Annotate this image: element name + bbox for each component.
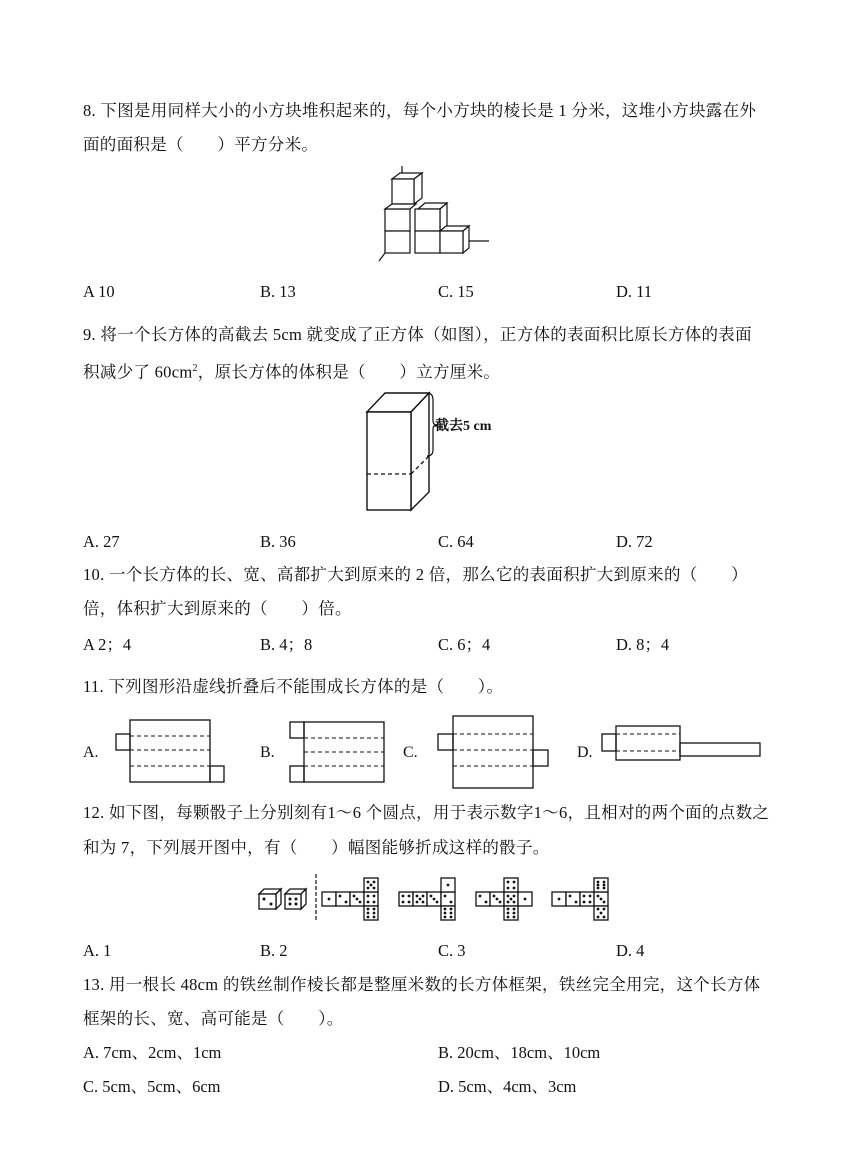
q12-option-b: B. 2: [260, 941, 288, 960]
q8-text-line1: 8. 下图是用同样大小的小方块堆积起来的，每个小方块的棱长是 1 分米，这堆小方块露在外: [83, 101, 757, 120]
q9-cuboid-figure: [360, 388, 510, 516]
q12-option-c: C. 3: [438, 941, 466, 960]
q13-option-a: A. 7cm、2cm、1cm: [83, 1043, 222, 1062]
q9-option-a: A. 27: [83, 532, 120, 551]
q9-text-line2-part1: 积减少了 60cm: [83, 362, 193, 382]
q11-text-line1: 11. 下列图形沿虚线折叠后不能围成长方体的是（ ）。: [83, 677, 504, 696]
q10-option-a: A 2；4: [83, 635, 132, 654]
q9-option-b: B. 36: [260, 532, 296, 551]
q8-text-line2: 面的面积是（ ）平方分米。: [83, 135, 319, 154]
q12-text-line2: 和为 7，下列展开图中，有（ ）幅图能够折成这样的骰子。: [83, 838, 550, 857]
q11-label-c: C.: [403, 744, 418, 761]
q13-text-line2: 框架的长、宽、高可能是（ ）。: [83, 1009, 344, 1028]
q11-label-b: B.: [260, 744, 275, 761]
q10-option-d: D. 8；4: [616, 635, 670, 654]
q9-text-line1: 9. 将一个长方体的高截去 5cm 就变成了正方体（如图），正方体的表面积比原长方体的表面: [83, 325, 752, 344]
q13-option-b: B. 20cm、18cm、10cm: [438, 1043, 601, 1062]
q8-option-d: D. 11: [616, 282, 653, 301]
q12-option-a: A. 1: [83, 941, 112, 960]
q8-option-a: A 10: [83, 282, 115, 301]
q9-text-line2-part2: ，原长方体的体积是（ ）立方厘米。: [197, 362, 501, 382]
q10-option-b: B. 4；8: [260, 635, 313, 654]
q12-text-line1: 12. 如下图，每颗骰子上分别刻有1～6 个圆点，用于表示数字1～6，且相对的两个面的点数之: [83, 803, 770, 822]
q13-option-d: D. 5cm、4cm、3cm: [438, 1077, 577, 1096]
q13-text-line1: 13. 用一根长 48cm 的铁丝制作棱长都是整厘米数的长方体框架，铁丝完全用完，这个长方体: [83, 975, 761, 994]
q11-label-a: A.: [83, 744, 99, 761]
q9-superscript: 2: [192, 363, 198, 374]
q8-option-c: C. 15: [438, 282, 474, 301]
q8-cube-stack-figure: [376, 164, 492, 264]
q12-dice-figure: [256, 872, 616, 924]
q10-option-c: C. 6；4: [438, 635, 491, 654]
q9-figure-label: 截去5 cm: [435, 419, 492, 434]
q11-nets-figure: [80, 712, 780, 792]
q10-text-line2: 倍，体积扩大到原来的（ ）倍。: [83, 599, 352, 618]
q8-option-b: B. 13: [260, 282, 296, 301]
q13-option-c: C. 5cm、5cm、6cm: [83, 1077, 221, 1096]
q9-text-line2: [83, 357, 500, 385]
q12-option-d: D. 4: [616, 941, 645, 960]
q9-option-d: D. 72: [616, 532, 653, 551]
q9-option-c: C. 64: [438, 532, 474, 551]
q11-label-d: D.: [577, 744, 593, 761]
q10-text-line1: 10. 一个长方体的长、宽、高都扩大到原来的 2 倍，那么它的表面积扩大到原来的（ ）: [83, 565, 748, 584]
